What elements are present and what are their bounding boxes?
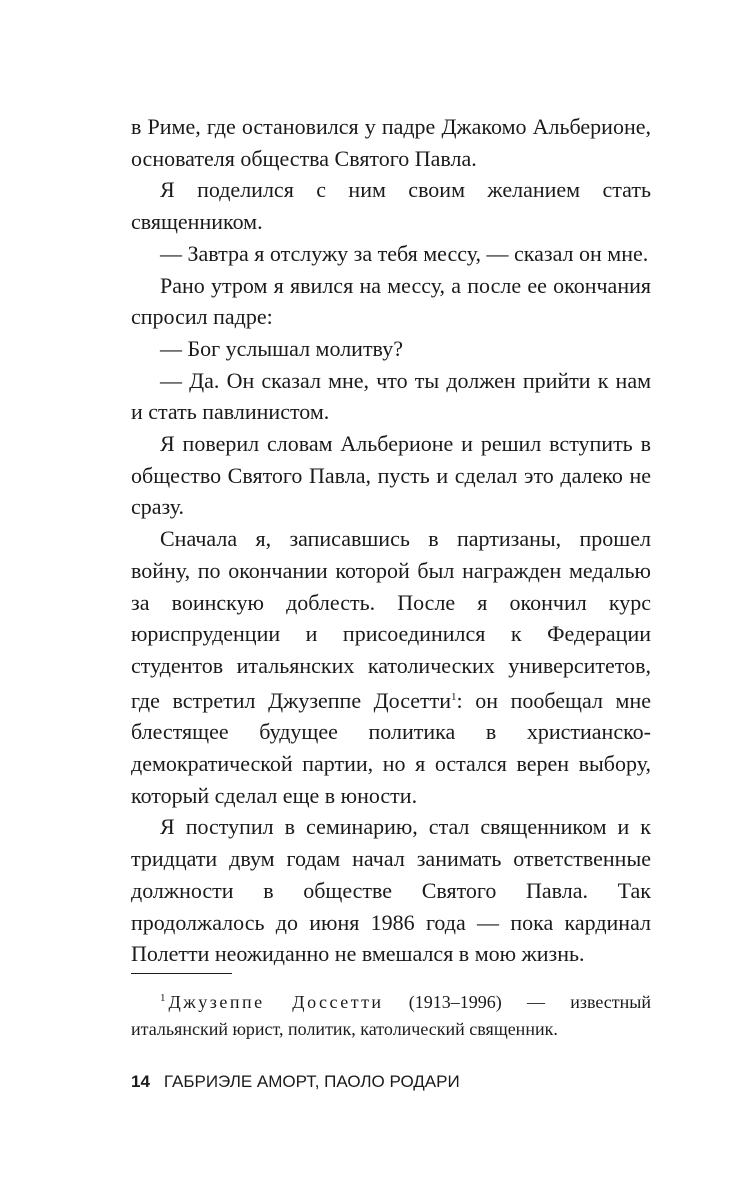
paragraph-5: — Бог услышал молитву? xyxy=(160,335,403,361)
paragraph-4: Рано утром я явился на мессу, а после ее окончания спросил падре: xyxy=(131,272,651,330)
page-number: 14 xyxy=(131,1072,150,1091)
footnote-reference: 1 xyxy=(451,690,457,703)
paragraph-7: Я поверил словам Альберионе и решил вступить в общество Святого Павла, пусть и сделал это далеко не сразу. xyxy=(131,431,651,520)
paragraph-1: в Риме, где остановился у падре Джакомо Альберионе, основателя общества Святого Павла. xyxy=(131,114,651,171)
footnote-name: Джузеппе Доссетти xyxy=(168,992,384,1012)
main-text xyxy=(131,111,651,970)
paragraph-2: Я поделился с ним своим желанием стать священником. xyxy=(131,177,651,235)
running-title: ГАБРИЭЛЕ АМОРТ, ПАОЛО РОДАРИ xyxy=(163,1072,460,1091)
paragraph-8-start: Сначала я, записавшись в партизаны, прошел войну, по окончании которой был награжден медалью за воинскую доблесть. После я окончил курс юриспруденции и присоединился к Федерации студентов итальянских католических университетов, где встретил Джузеппе Досетти xyxy=(131,526,651,713)
paragraph-3: — Завтра я отслужу за тебя мессу, — сказал он мне. xyxy=(160,240,649,266)
footnote-divider xyxy=(131,973,232,974)
paragraph-8 xyxy=(131,523,651,811)
paragraph-9: Я поступил в семинарию, стал священником и к тридцати двум годам начал занимать ответственные должности в обществе Святого Павла. Так продолжалось до июня 1986 года — пока кардинал Полетти неожиданно не вмешался в мою жизнь. xyxy=(131,814,651,967)
footnote xyxy=(131,985,651,1043)
page-footer xyxy=(131,1070,460,1094)
paragraph-6: — Да. Он сказал мне, что ты должен прийти к нам и стать павлинистом. xyxy=(131,367,651,425)
paragraph-8-end: : он пообещал мне блестящее будущее политика в христианско-демократической партии, но я остался верен выбору, который сделал еще в юности. xyxy=(131,687,651,808)
footnote-marker: 1 xyxy=(160,992,166,1004)
footnote-text: (1913–1996) — известный итальянский юрист, политик, католический священник. xyxy=(131,992,651,1039)
